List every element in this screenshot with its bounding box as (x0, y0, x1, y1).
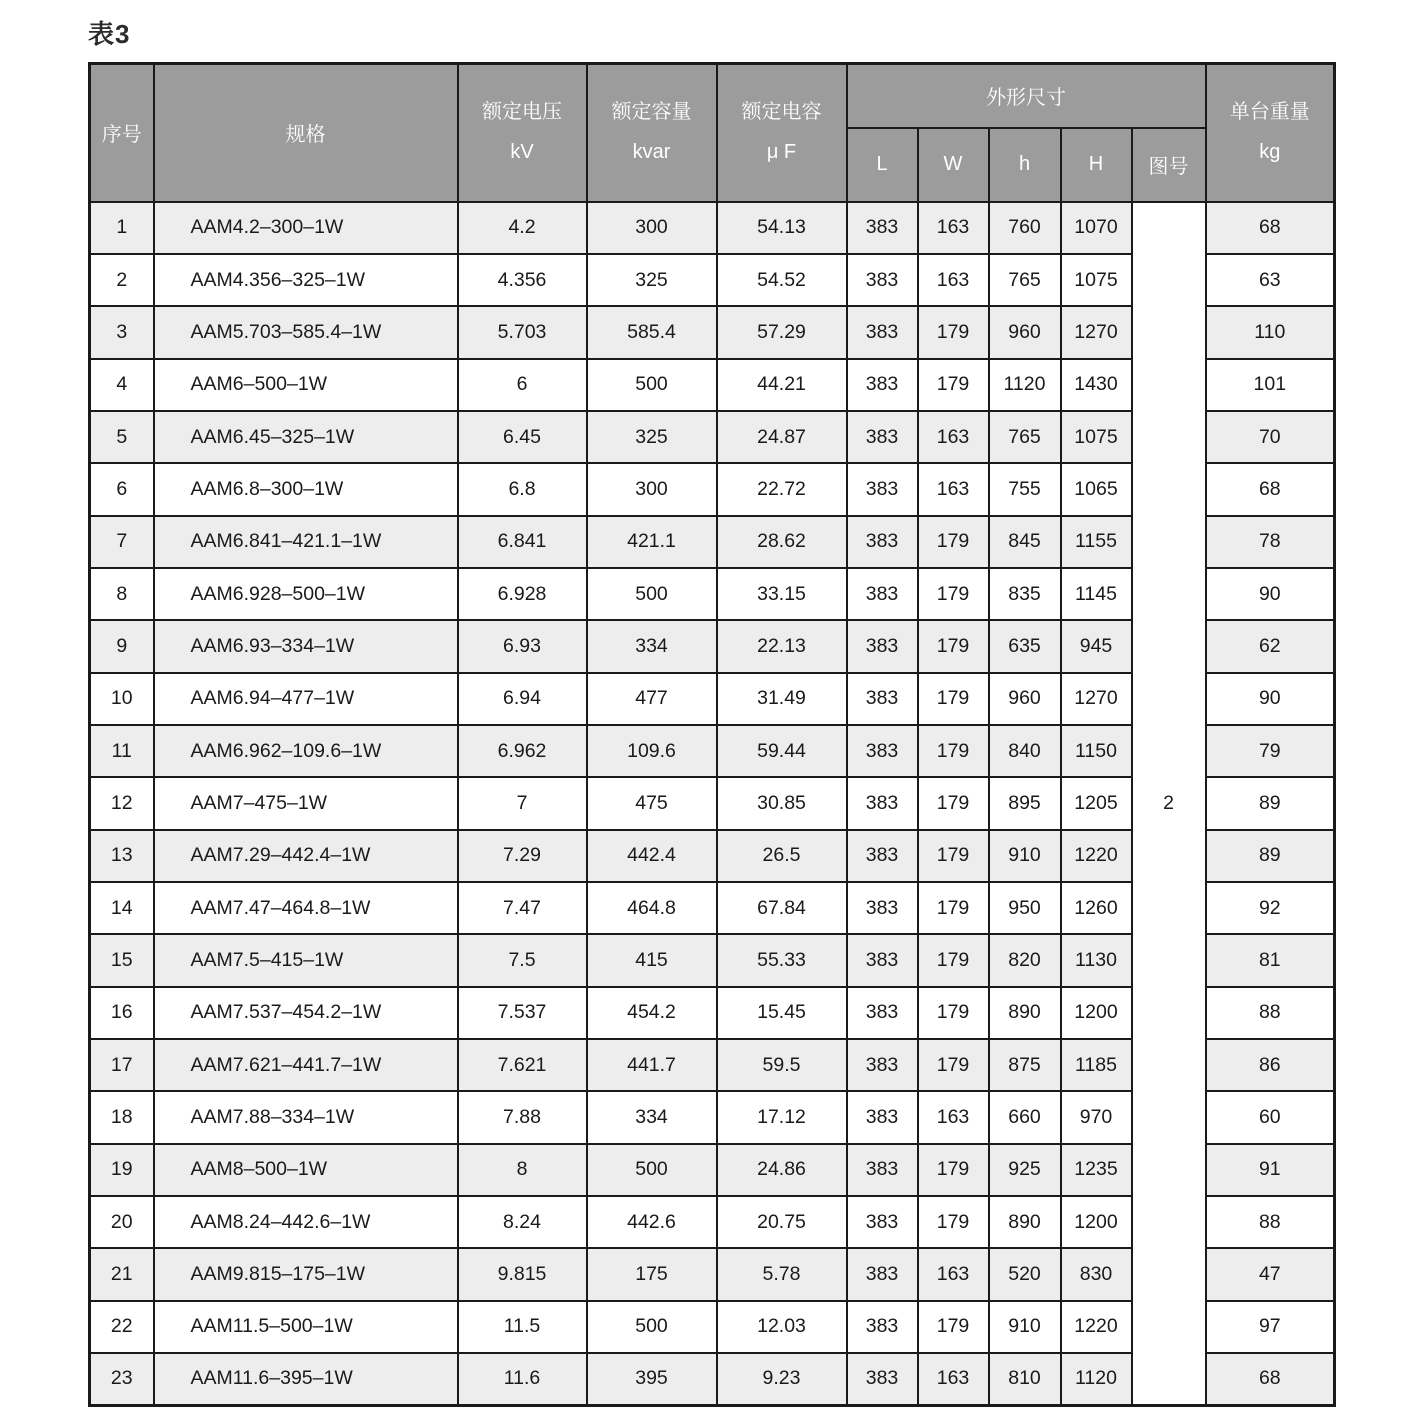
col-header-serial: 序号 (90, 64, 154, 202)
cell-unit-weight: 92 (1206, 882, 1335, 934)
cell-rated-capacitance: 24.86 (717, 1144, 847, 1196)
cell-dim-h-lower: 840 (989, 725, 1061, 777)
cell-rated-voltage: 6.93 (458, 620, 587, 672)
cell-dim-h-upper: 1065 (1061, 463, 1132, 515)
cell-unit-weight: 90 (1206, 568, 1335, 620)
cell-rated-capacity: 415 (587, 934, 717, 986)
cell-spec: AAM4.356–325–1W (154, 254, 458, 306)
col-header-dim-h-lower: h (989, 128, 1061, 202)
cell-rated-voltage: 6.962 (458, 725, 587, 777)
cell-rated-voltage: 6.45 (458, 411, 587, 463)
cell-figure-number-merged: 2 (1132, 202, 1206, 1406)
cell-dim-l: 383 (847, 1091, 918, 1143)
cell-dim-h-lower: 755 (989, 463, 1061, 515)
cell-rated-capacitance: 57.29 (717, 306, 847, 358)
cell-spec: AAM5.703–585.4–1W (154, 306, 458, 358)
cell-rated-capacity: 500 (587, 359, 717, 411)
cell-rated-capacitance: 9.23 (717, 1353, 847, 1405)
cell-spec: AAM7.88–334–1W (154, 1091, 458, 1143)
cell-unit-weight: 68 (1206, 463, 1335, 515)
cell-dim-w: 163 (918, 463, 989, 515)
cell-rated-capacity: 334 (587, 1091, 717, 1143)
cell-rated-capacity: 454.2 (587, 987, 717, 1039)
cell-dim-h-lower: 950 (989, 882, 1061, 934)
cell-serial: 7 (90, 516, 154, 568)
cell-spec: AAM6.8–300–1W (154, 463, 458, 515)
cell-unit-weight: 88 (1206, 987, 1335, 1039)
cell-dim-h-lower: 765 (989, 411, 1061, 463)
cell-rated-capacity: 442.6 (587, 1196, 717, 1248)
cell-dim-w: 179 (918, 1144, 989, 1196)
cell-unit-weight: 62 (1206, 620, 1335, 672)
cell-dim-l: 383 (847, 882, 918, 934)
cell-serial: 18 (90, 1091, 154, 1143)
cell-rated-voltage: 7.537 (458, 987, 587, 1039)
cell-dim-l: 383 (847, 725, 918, 777)
cell-dim-h-upper: 1120 (1061, 1353, 1132, 1405)
cell-serial: 12 (90, 777, 154, 829)
cell-rated-voltage: 7.47 (458, 882, 587, 934)
cell-spec: AAM6–500–1W (154, 359, 458, 411)
cell-unit-weight: 97 (1206, 1301, 1335, 1353)
cell-spec: AAM7.29–442.4–1W (154, 830, 458, 882)
cell-dim-l: 383 (847, 777, 918, 829)
cell-unit-weight: 88 (1206, 1196, 1335, 1248)
cell-dim-h-upper: 1130 (1061, 934, 1132, 986)
cell-rated-voltage: 9.815 (458, 1248, 587, 1300)
cell-spec: AAM6.45–325–1W (154, 411, 458, 463)
cell-unit-weight: 78 (1206, 516, 1335, 568)
cell-dim-h-upper: 1185 (1061, 1039, 1132, 1091)
table-header (90, 64, 1335, 202)
cell-dim-h-lower: 765 (989, 254, 1061, 306)
cell-dim-l: 383 (847, 463, 918, 515)
cell-dim-h-upper: 1155 (1061, 516, 1132, 568)
cell-rated-capacity: 441.7 (587, 1039, 717, 1091)
cell-dim-w: 179 (918, 620, 989, 672)
cell-dim-l: 383 (847, 411, 918, 463)
cell-rated-capacity: 500 (587, 1144, 717, 1196)
cell-unit-weight: 47 (1206, 1248, 1335, 1300)
cell-dim-h-lower: 960 (989, 673, 1061, 725)
cell-dim-h-lower: 895 (989, 777, 1061, 829)
cell-unit-weight: 60 (1206, 1091, 1335, 1143)
cell-serial: 19 (90, 1144, 154, 1196)
header-row-top (90, 64, 1335, 128)
col-header-unit-weight (1206, 64, 1335, 202)
cell-unit-weight: 81 (1206, 934, 1335, 986)
cell-dim-w: 179 (918, 306, 989, 358)
cell-dim-w: 163 (918, 1248, 989, 1300)
cell-serial: 17 (90, 1039, 154, 1091)
cell-rated-capacity: 325 (587, 411, 717, 463)
cell-dim-h-upper: 1260 (1061, 882, 1132, 934)
cell-dim-w: 179 (918, 882, 989, 934)
cell-dim-h-lower: 875 (989, 1039, 1061, 1091)
cell-rated-capacitance: 54.13 (717, 202, 847, 254)
cell-serial: 13 (90, 830, 154, 882)
cell-rated-capacitance: 28.62 (717, 516, 847, 568)
cell-unit-weight: 86 (1206, 1039, 1335, 1091)
cell-rated-capacity: 325 (587, 254, 717, 306)
cell-dim-h-upper: 1070 (1061, 202, 1132, 254)
cell-serial: 22 (90, 1301, 154, 1353)
cell-rated-capacity: 442.4 (587, 830, 717, 882)
cell-dim-l: 383 (847, 620, 918, 672)
cell-dim-h-lower: 660 (989, 1091, 1061, 1143)
cell-rated-voltage: 6.841 (458, 516, 587, 568)
cell-dim-h-upper: 1270 (1061, 306, 1132, 358)
cell-unit-weight: 68 (1206, 202, 1335, 254)
cell-rated-capacity: 421.1 (587, 516, 717, 568)
cell-rated-voltage: 7 (458, 777, 587, 829)
cell-serial: 5 (90, 411, 154, 463)
cell-dim-l: 383 (847, 830, 918, 882)
cell-rated-capacity: 500 (587, 1301, 717, 1353)
cell-dim-l: 383 (847, 987, 918, 1039)
cell-spec: AAM6.94–477–1W (154, 673, 458, 725)
col-header-figure-number: 图号 (1132, 128, 1206, 202)
cell-unit-weight: 68 (1206, 1353, 1335, 1405)
cell-unit-weight: 101 (1206, 359, 1335, 411)
cell-serial: 4 (90, 359, 154, 411)
cell-dim-h-upper: 970 (1061, 1091, 1132, 1143)
cell-dim-h-lower: 925 (989, 1144, 1061, 1196)
cell-spec: AAM7.47–464.8–1W (154, 882, 458, 934)
cell-rated-voltage: 6.94 (458, 673, 587, 725)
cell-dim-l: 383 (847, 359, 918, 411)
table-body (90, 202, 1335, 1406)
cell-dim-h-upper: 1200 (1061, 987, 1132, 1039)
cell-serial: 8 (90, 568, 154, 620)
cell-dim-h-upper: 1430 (1061, 359, 1132, 411)
cell-rated-capacitance: 20.75 (717, 1196, 847, 1248)
cell-dim-l: 383 (847, 568, 918, 620)
rated-capacitance-label: 额定电容 (741, 101, 822, 124)
cell-dim-w: 163 (918, 254, 989, 306)
col-header-rated-capacitance (717, 64, 847, 202)
cell-unit-weight: 63 (1206, 254, 1335, 306)
cell-serial: 1 (90, 202, 154, 254)
cell-spec: AAM6.928–500–1W (154, 568, 458, 620)
cell-unit-weight: 91 (1206, 1144, 1335, 1196)
table-row (90, 202, 1335, 254)
cell-rated-capacity: 477 (587, 673, 717, 725)
cell-rated-voltage: 7.621 (458, 1039, 587, 1091)
cell-spec: AAM8.24–442.6–1W (154, 1196, 458, 1248)
cell-dim-h-lower: 820 (989, 934, 1061, 986)
cell-dim-w: 179 (918, 830, 989, 882)
cell-unit-weight: 90 (1206, 673, 1335, 725)
cell-unit-weight: 70 (1206, 411, 1335, 463)
cell-unit-weight: 110 (1206, 306, 1335, 358)
cell-rated-capacitance: 17.12 (717, 1091, 847, 1143)
cell-rated-capacity: 334 (587, 620, 717, 672)
col-header-dim-h-upper: H (1061, 128, 1132, 202)
cell-dim-h-upper: 1205 (1061, 777, 1132, 829)
cell-rated-capacitance: 44.21 (717, 359, 847, 411)
cell-dim-h-lower: 520 (989, 1248, 1061, 1300)
cell-rated-voltage: 7.5 (458, 934, 587, 986)
cell-rated-capacity: 395 (587, 1353, 717, 1405)
cell-dim-w: 179 (918, 1301, 989, 1353)
cell-dim-w: 179 (918, 359, 989, 411)
cell-dim-w: 179 (918, 673, 989, 725)
cell-spec: AAM6.93–334–1W (154, 620, 458, 672)
cell-rated-voltage: 8.24 (458, 1196, 587, 1248)
cell-dim-l: 383 (847, 673, 918, 725)
cell-dim-h-lower: 890 (989, 1196, 1061, 1248)
cell-dim-h-upper: 1235 (1061, 1144, 1132, 1196)
cell-dim-l: 383 (847, 1353, 918, 1405)
cell-dim-w: 179 (918, 725, 989, 777)
col-header-rated-capacity (587, 64, 717, 202)
rated-capacitance-unit: μ F (766, 141, 797, 164)
cell-spec: AAM6.841–421.1–1W (154, 516, 458, 568)
cell-serial: 9 (90, 620, 154, 672)
rated-capacity-unit: kvar (632, 141, 671, 164)
cell-spec: AAM9.815–175–1W (154, 1248, 458, 1300)
cell-dim-h-lower: 890 (989, 987, 1061, 1039)
cell-dim-h-upper: 1075 (1061, 411, 1132, 463)
cell-rated-capacitance: 30.85 (717, 777, 847, 829)
cell-dim-h-upper: 1220 (1061, 830, 1132, 882)
cell-rated-voltage: 6 (458, 359, 587, 411)
col-header-rated-voltage (458, 64, 587, 202)
cell-rated-capacity: 585.4 (587, 306, 717, 358)
unit-weight-unit: kg (1259, 141, 1281, 164)
cell-dim-l: 383 (847, 516, 918, 568)
cell-unit-weight: 89 (1206, 830, 1335, 882)
cell-rated-voltage: 8 (458, 1144, 587, 1196)
cell-dim-h-lower: 760 (989, 202, 1061, 254)
cell-dim-w: 179 (918, 1039, 989, 1091)
cell-rated-capacitance: 59.44 (717, 725, 847, 777)
cell-serial: 10 (90, 673, 154, 725)
cell-serial: 15 (90, 934, 154, 986)
cell-spec: AAM7–475–1W (154, 777, 458, 829)
cell-rated-voltage: 5.703 (458, 306, 587, 358)
cell-dim-l: 383 (847, 1248, 918, 1300)
cell-dim-h-lower: 1120 (989, 359, 1061, 411)
cell-unit-weight: 89 (1206, 777, 1335, 829)
cell-dim-w: 179 (918, 1196, 989, 1248)
cell-rated-capacitance: 31.49 (717, 673, 847, 725)
cell-dim-w: 163 (918, 202, 989, 254)
cell-rated-capacitance: 15.45 (717, 987, 847, 1039)
cell-dim-h-upper: 1270 (1061, 673, 1132, 725)
cell-spec: AAM7.537–454.2–1W (154, 987, 458, 1039)
rated-voltage-unit: kV (510, 141, 534, 164)
cell-serial: 11 (90, 725, 154, 777)
cell-serial: 16 (90, 987, 154, 1039)
cell-dim-h-upper: 1150 (1061, 725, 1132, 777)
col-header-dimensions-group: 外形尺寸 (847, 64, 1206, 128)
cell-rated-voltage: 6.928 (458, 568, 587, 620)
cell-spec: AAM6.962–109.6–1W (154, 725, 458, 777)
cell-rated-capacitance: 22.72 (717, 463, 847, 515)
cell-dim-l: 383 (847, 202, 918, 254)
cell-dim-w: 179 (918, 516, 989, 568)
cell-dim-h-lower: 635 (989, 620, 1061, 672)
cell-rated-capacity: 175 (587, 1248, 717, 1300)
cell-rated-voltage: 6.8 (458, 463, 587, 515)
cell-spec: AAM11.5–500–1W (154, 1301, 458, 1353)
cell-rated-capacity: 109.6 (587, 725, 717, 777)
rated-capacity-label: 额定容量 (611, 101, 692, 124)
cell-spec: AAM8–500–1W (154, 1144, 458, 1196)
capacitor-spec-table (88, 62, 1336, 1407)
col-header-spec: 规格 (154, 64, 458, 202)
table-title: 表3 (88, 19, 131, 49)
cell-rated-capacitance: 54.52 (717, 254, 847, 306)
cell-dim-h-upper: 1200 (1061, 1196, 1132, 1248)
cell-rated-capacitance: 12.03 (717, 1301, 847, 1353)
col-header-dim-l: L (847, 128, 918, 202)
cell-rated-capacitance: 24.87 (717, 411, 847, 463)
cell-spec: AAM11.6–395–1W (154, 1353, 458, 1405)
cell-rated-capacitance: 5.78 (717, 1248, 847, 1300)
cell-dim-h-upper: 945 (1061, 620, 1132, 672)
cell-serial: 3 (90, 306, 154, 358)
cell-dim-l: 383 (847, 254, 918, 306)
cell-dim-h-upper: 1145 (1061, 568, 1132, 620)
cell-dim-w: 163 (918, 411, 989, 463)
cell-dim-h-lower: 910 (989, 830, 1061, 882)
cell-dim-l: 383 (847, 1196, 918, 1248)
cell-spec: AAM4.2–300–1W (154, 202, 458, 254)
cell-rated-capacitance: 22.13 (717, 620, 847, 672)
cell-rated-voltage: 7.88 (458, 1091, 587, 1143)
rated-voltage-label: 额定电压 (482, 101, 562, 124)
cell-dim-l: 383 (847, 934, 918, 986)
cell-dim-h-lower: 835 (989, 568, 1061, 620)
cell-rated-voltage: 4.356 (458, 254, 587, 306)
cell-rated-capacitance: 55.33 (717, 934, 847, 986)
cell-unit-weight: 79 (1206, 725, 1335, 777)
cell-rated-voltage: 7.29 (458, 830, 587, 882)
cell-serial: 14 (90, 882, 154, 934)
cell-dim-l: 383 (847, 1144, 918, 1196)
cell-dim-h-lower: 960 (989, 306, 1061, 358)
cell-dim-h-lower: 910 (989, 1301, 1061, 1353)
cell-spec: AAM7.621–441.7–1W (154, 1039, 458, 1091)
cell-serial: 2 (90, 254, 154, 306)
cell-dim-h-lower: 810 (989, 1353, 1061, 1405)
cell-dim-w: 163 (918, 1353, 989, 1405)
cell-serial: 6 (90, 463, 154, 515)
unit-weight-label: 单台重量 (1229, 101, 1310, 124)
cell-dim-h-upper: 1075 (1061, 254, 1132, 306)
cell-rated-capacitance: 67.84 (717, 882, 847, 934)
cell-dim-w: 179 (918, 987, 989, 1039)
cell-dim-w: 179 (918, 777, 989, 829)
cell-dim-h-upper: 1220 (1061, 1301, 1132, 1353)
cell-rated-capacity: 300 (587, 463, 717, 515)
col-header-dim-w: W (918, 128, 989, 202)
cell-rated-capacity: 464.8 (587, 882, 717, 934)
cell-dim-h-upper: 830 (1061, 1248, 1132, 1300)
cell-rated-capacitance: 59.5 (717, 1039, 847, 1091)
cell-rated-voltage: 4.2 (458, 202, 587, 254)
cell-rated-voltage: 11.5 (458, 1301, 587, 1353)
cell-rated-capacitance: 33.15 (717, 568, 847, 620)
cell-serial: 23 (90, 1353, 154, 1405)
cell-serial: 20 (90, 1196, 154, 1248)
cell-dim-w: 179 (918, 568, 989, 620)
cell-rated-capacitance: 26.5 (717, 830, 847, 882)
cell-dim-l: 383 (847, 1039, 918, 1091)
cell-rated-capacity: 300 (587, 202, 717, 254)
cell-dim-w: 179 (918, 934, 989, 986)
cell-rated-capacity: 475 (587, 777, 717, 829)
cell-rated-capacity: 500 (587, 568, 717, 620)
cell-dim-l: 383 (847, 306, 918, 358)
cell-dim-l: 383 (847, 1301, 918, 1353)
cell-dim-h-lower: 845 (989, 516, 1061, 568)
cell-rated-voltage: 11.6 (458, 1353, 587, 1405)
cell-spec: AAM7.5–415–1W (154, 934, 458, 986)
cell-serial: 21 (90, 1248, 154, 1300)
cell-dim-w: 163 (918, 1091, 989, 1143)
